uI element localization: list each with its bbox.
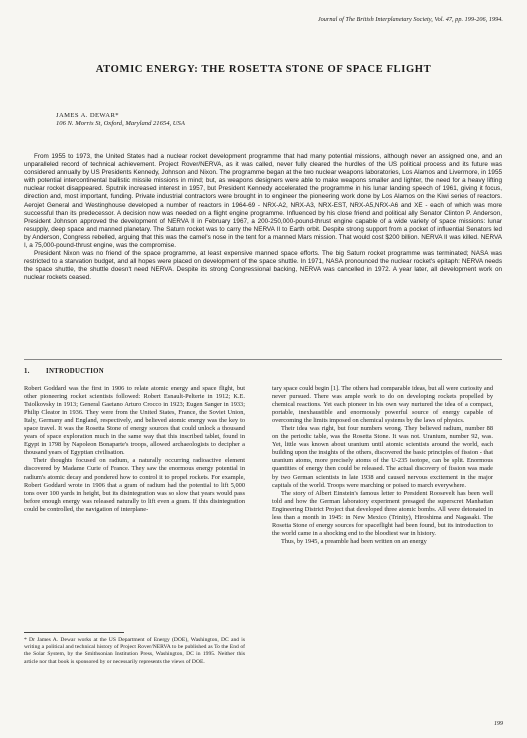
section-heading [24,368,104,375]
section-divider [24,359,502,360]
abstract-paragraph-1: From 1955 to 1973, the United States had a nuclear rocket development programme that had many potential missions, although never an assigned one, and an unparalleled record of technical achievement. Project Rover/NERVA, as it was called, never fully cleared the hurdles of the US political process and its future was considered annually by US Presidents Kennedy, Johnson and Nixon. The programme began at the two nuclear weapons laboratories, Los Alamos and Livermore, in 1955 with potential intercontinental ballistic missile missions in mind; but, as weapons designers were able to make weapons smaller and lighter, the need for a heavy lifting nuclear rocket disappeared. Sputnik increased interest in 1957, but President Kennedy accelerated the programme in his lunar landing speech of 1961, giving it focus, direction and, most important, funding. Private industrial contractors were brought in to engineer the pioneering work done by Los Alamos on the Kiwi series of reactors. Aerojet General and Westinghouse developed a number of reactors in 1964-69 - NRX-A2, NRX-A3, NRX-EST, NRX-A5,NRX-A6 and XE - each of which was more successful than its predecessor. A decision now was needed on a flight engine programme. Influenced by his close friend and political ally Senator Clinton P. Anderson, President Johnson approved the development of NERVA II in February 1967, a 200-250,000-pound-thrust engine capable of a wide variety of space missions: lunar resupply, deep space and manned planetary. The Saturn rocket was to carry the NERVA II to Earth orbit. Despite strong support from a pocket of influential Senators led by Anderson, Congress rebelled, arguing that this was the camel's nose in the tent for a manned Mars mission. That would cost $200 billion. NERVA II was killed. NERVA I, a 75,000-pound-thrust engine, was the compromise. [24,153,502,250]
author-address: 106 N. Morris St, Oxford, Maryland 21654, USA [56,120,185,127]
body-paragraph: Their thoughts focused on radium, a naturally occurring radioactive element discovered by Madame Curie of France. They saw the enormous energy potential in radium's atomic decay and pondered how to control it to propel rockets. For example, Robert Goddard wrote in 1906 that a gram of radium had the potential to lift 5,000 tons over 100 yards in height, but its disintegration was so slow that years would pass before enough energy was released naturally to lift even a gram. If this disintegration could be controlled, the navigation of interplane- [24,457,245,513]
body-paragraph: Their idea was right, but four numbers wrong. They believed radium, number 88 on the periodic table, was the Rosetta Stone. It was not. Uranium, number 92, was. Yet, little was known about uranium until atomic scientists around the world, each building upon the insights of the others, discovered the basic principles of fission - that uranium atoms, more precisely atoms of the U-235 isotope, can be split. Enormous quantities of energy then could be released. The actual discovery of fission was made by two German scientists in late 1938 and caused nervous excitement in the major capitals of the world. Troops were marching or poised to march everywhere. [272,425,493,489]
left-column [24,385,245,514]
journal-header: Journal of The British Interplanetary Society, Vol. 47, pp. 199-206, 1994. [317,16,503,23]
author-block [56,112,185,127]
author-footnote: * Dr James A. Dewar works at the US Department of Energy (DOE), Washington, DC and is writing a political and technical history of Project Rover/NERVA to be published as To the End of the Solar System, by the Smithsonian Institution Press, Washington, DC in 1995. Neither this article nor that book is sponsored by or necessarily represents the views of DOE. [24,637,245,665]
abstract [24,153,502,283]
author-name: JAMES A. DEWAR* [56,112,119,119]
body-paragraph: The story of Albert Einstein's famous letter to President Roosevelt has been well told and how the German laboratory experiment presaged the superscret Manhattan Engineering District Project that developed three atomic bombs. All were detonated in less than a month in 1945: in New Mexico (Trinity), Hiroshima and Nagasaki. The Rosetta Stone of energy sources for spaceflight had been found, but its introduction to the world came in a shocking end to the bloodiest war in history. [272,489,493,537]
section-number: 1. [24,368,30,375]
page-number: 199 [494,721,503,727]
footnote-divider [24,632,124,633]
section-title: INTRODUCTION [46,368,104,375]
body-paragraph: tary space could begin [1]. The others had comparable ideas, but all were curiosity and never pursued. There was ample work to do on developing rockets propelled by chemical reactions. Yet each pioneer in his own way nurtured the idea of a compact, portable, inexhaustible and enormously powerful source of energy capable of overcoming the limits imposed on chemical systems by the laws of physics. [272,385,493,425]
body-paragraph: Thus, by 1945, a preamble had been written on an energy [281,537,427,545]
abstract-paragraph-2: President Nixon was no friend of the space programme, at least expensive manned space efforts. The big Saturn rocket programme was terminated; NASA was restricted to a starvation budget, and all hopes were placed on development of the space shuttle. In 1971, NASA pronounced the nuclear rocket's epitaph: NERVA needs the space shuttle, the shuttle doesn't need NERVA. Despite its strong Congressional backing, NERVA was cancelled in 1972. A year later, all development work on nuclear rockets ceased. [24,250,502,282]
article-title: ATOMIC ENERGY: THE ROSETTA STONE OF SPACE FLIGHT [95,64,432,75]
body-paragraph: Robert Goddard was the first in 1906 to relate atomic energy and space flight, but other pioneering rocket scientists followed: Robert Esnault-Pelterie in 1912; K.E. Tsiolkovsky in 1913; General Gaetano Arturo Crocco in 1923; Eugen Sanger in 1933; Philip Cleator in 1936. They were from the United States, France, the Soviet Union, Italy, Germany and England, respectively, and believed atomic energy was the key to space travel. It was the Rosetta Stone of energy sources that could unlock a thousand years of space exploration much in the same way that this inscribed tablet, found in Egypt in 1798 by Napoleon Bonaparte's troops, allowed archaeologists to decipher a thousand years of Egyptian civilisation. [24,385,245,457]
right-column [272,385,493,546]
